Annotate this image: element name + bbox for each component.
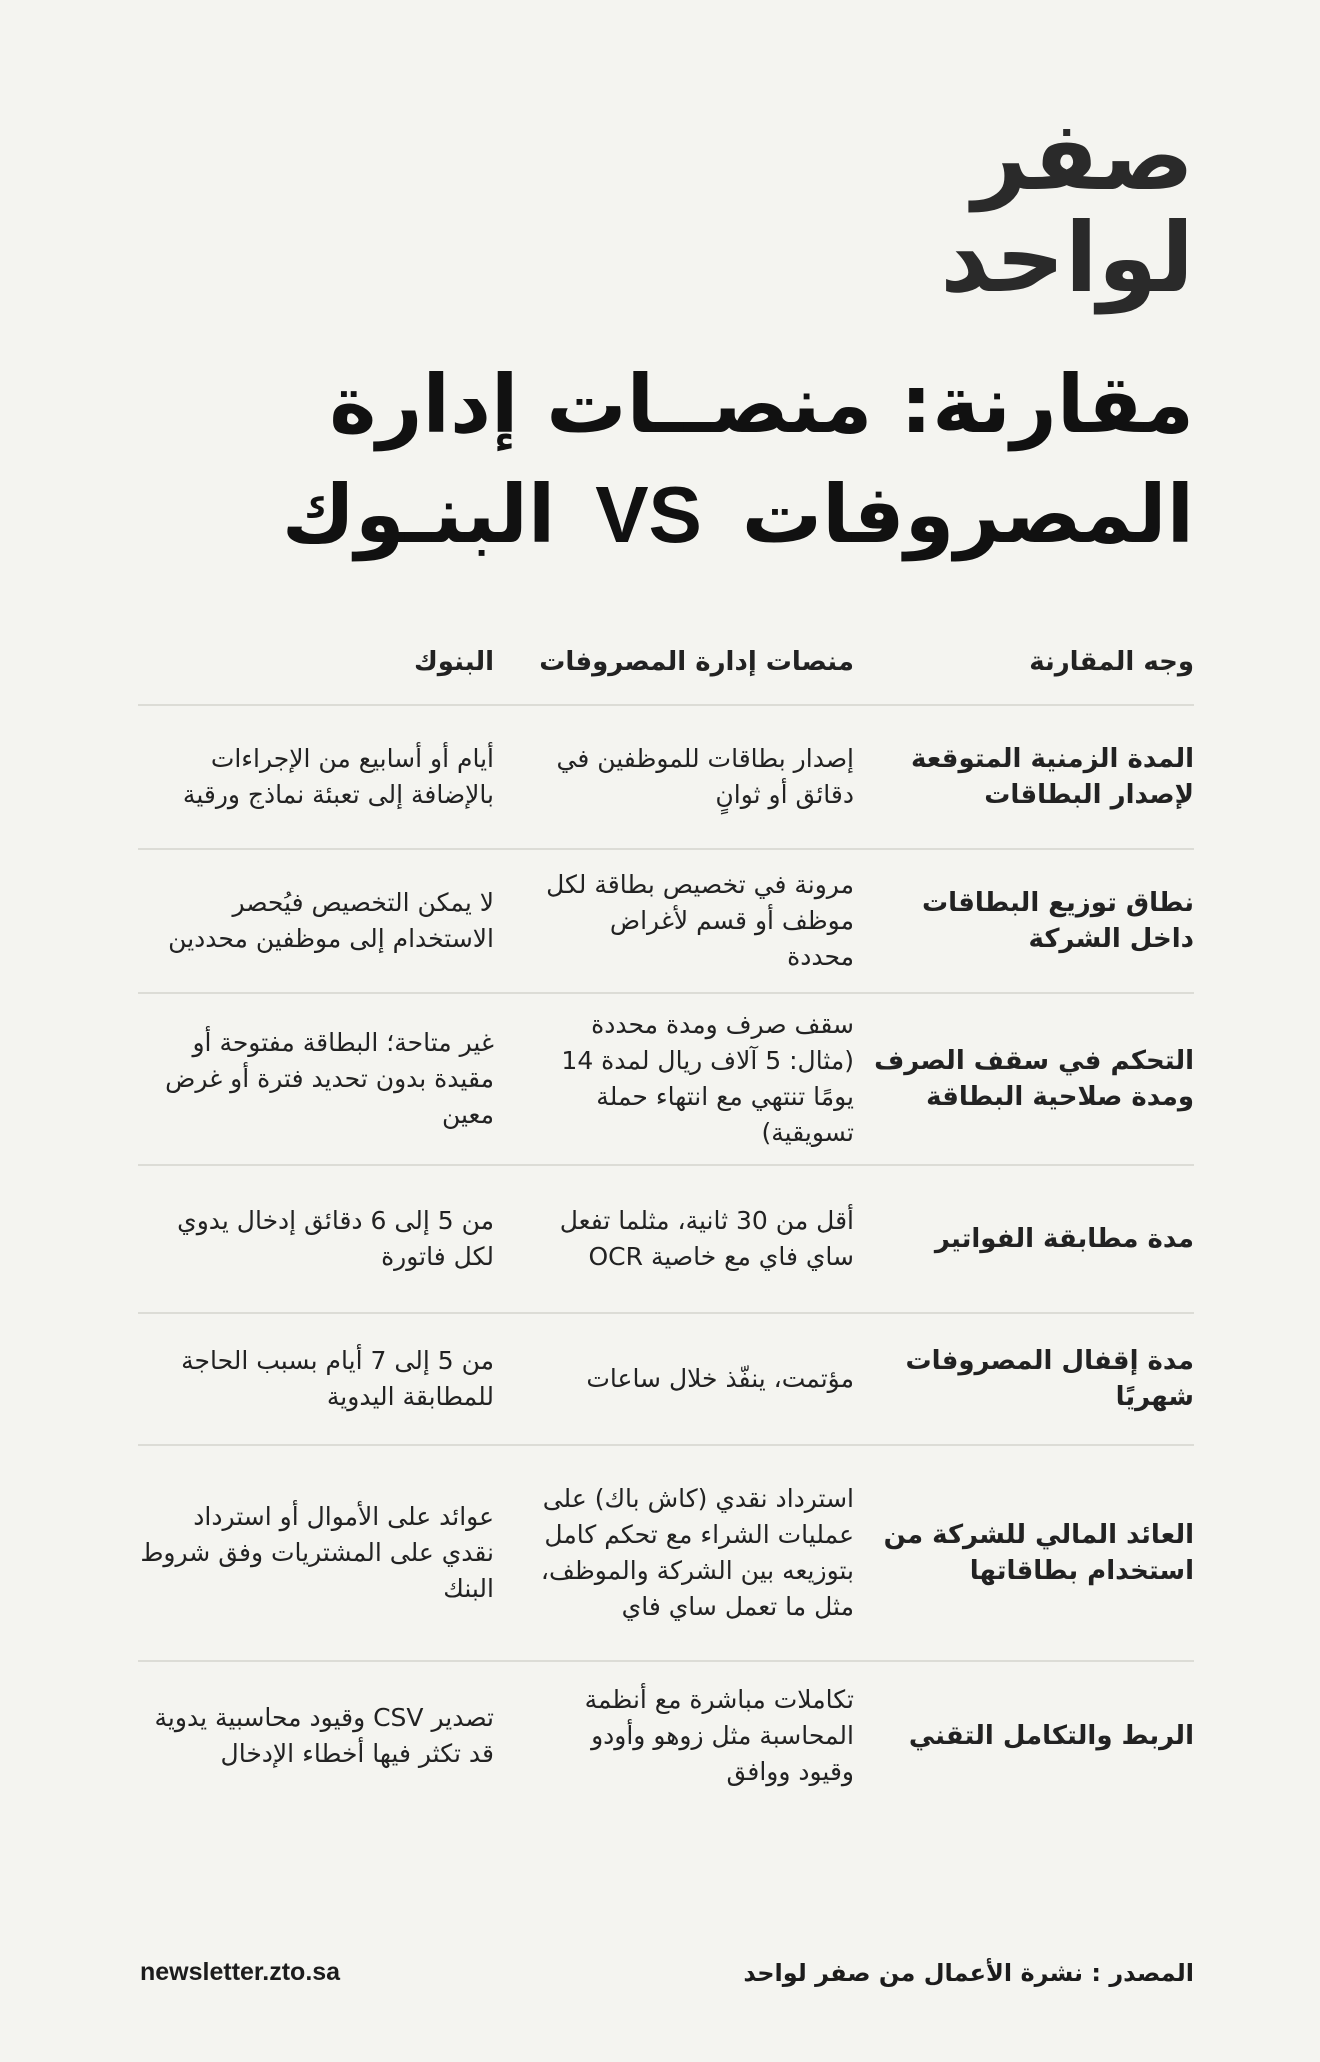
title-banks: البنـوك xyxy=(281,468,556,561)
brand-logo xyxy=(940,100,1194,314)
page-title xyxy=(134,350,1194,570)
row-platforms-value: مؤتمت، ينفّذ خلال ساعات xyxy=(586,1364,854,1393)
table-row xyxy=(138,1446,1194,1662)
row-banks-value: غير متاحة؛ البطاقة مفتوحة أو مقيدة بدون تحديد فترة أو غرض معين xyxy=(165,1028,494,1129)
row-aspect: مدة إقفال المصروفات شهريًا xyxy=(905,1346,1194,1412)
row-banks-value: عوائد على الأموال أو استرداد نقدي على المشتريات وفق شروط البنك xyxy=(140,1502,494,1603)
table-header-row xyxy=(138,620,1194,706)
row-platforms-value: مرونة في تخصيص بطاقة لكل موظف أو قسم لأغراض محددة xyxy=(546,870,854,971)
source-credit: المصدر : نشرة الأعمال من صفر لواحد xyxy=(743,1958,1194,1987)
page-title-line-1: مقارنة: منصــات إدارة xyxy=(329,358,1194,451)
comparison-table xyxy=(138,620,1194,1810)
row-platforms-value: إصدار بطاقات للموظفين في دقائق أو ثوانٍ xyxy=(556,744,854,809)
row-banks-value: لا يمكن التخصيص فيُحصر الاستخدام إلى موظفين محددين xyxy=(168,888,494,953)
table-row xyxy=(138,994,1194,1166)
row-banks-value: من 5 إلى 7 أيام بسبب الحاجة للمطابقة اليدوية xyxy=(181,1346,494,1411)
row-aspect: مدة مطابقة الفواتير xyxy=(934,1224,1194,1254)
page-title-line-2 xyxy=(134,460,1194,570)
brand-logo-line-2: لواحد xyxy=(940,202,1194,314)
row-banks-value: من 5 إلى 6 دقائق إدخال يدوي لكل فاتورة xyxy=(177,1206,494,1271)
row-aspect: التحكم في سقف الصرف ومدة صلاحية البطاقة xyxy=(874,1046,1194,1112)
newsletter-url: newsletter.zto.sa xyxy=(140,1958,341,1986)
row-aspect: المدة الزمنية المتوقعة لإصدار البطاقات xyxy=(910,744,1194,810)
header-platforms: منصات إدارة المصروفات xyxy=(539,647,854,677)
brand-logo-line-1: صفر xyxy=(972,100,1194,212)
title-expense-platforms: المصروفات xyxy=(741,468,1194,561)
row-platforms-value: سقف صرف ومدة محددة (مثال: 5 آلاف ريال لمدة 14 يومًا تنتهي مع انتهاء حملة تسويقية) xyxy=(561,1010,854,1147)
footer xyxy=(140,1958,1194,1987)
header-aspect: وجه المقارنة xyxy=(1029,647,1194,677)
row-aspect: الربط والتكامل التقني xyxy=(908,1721,1194,1751)
table-row xyxy=(138,706,1194,850)
row-banks-value: تصدير CSV وقيود محاسبية يدوية قد تكثر فيها أخطاء الإدخال xyxy=(154,1703,494,1768)
table-row xyxy=(138,850,1194,994)
table-row xyxy=(138,1314,1194,1446)
row-platforms-value: تكاملات مباشرة مع أنظمة المحاسبة مثل زوهو وأودو وقيود ووافق xyxy=(584,1685,854,1786)
header-banks: البنوك xyxy=(413,647,494,677)
row-platforms-value: استرداد نقدي (كاش باك) على عمليات الشراء مع تحكم كامل بتوزيعه بين الشركة والموظف، مثل ما تعمل ساي فاي xyxy=(540,1484,854,1621)
row-aspect: نطاق توزيع البطاقات داخل الشركة xyxy=(921,888,1194,954)
row-banks-value: أيام أو أسابيع من الإجراءات بالإضافة إلى تعبئة نماذج ورقية xyxy=(182,744,494,809)
table-row xyxy=(138,1662,1194,1810)
row-aspect: العائد المالي للشركة من استخدام بطاقاتها xyxy=(883,1520,1194,1586)
row-platforms-value: أقل من 30 ثانية، مثلما تفعل ساي فاي مع خاصية OCR xyxy=(559,1206,854,1271)
title-vs: VS xyxy=(595,470,702,559)
table-row xyxy=(138,1166,1194,1314)
